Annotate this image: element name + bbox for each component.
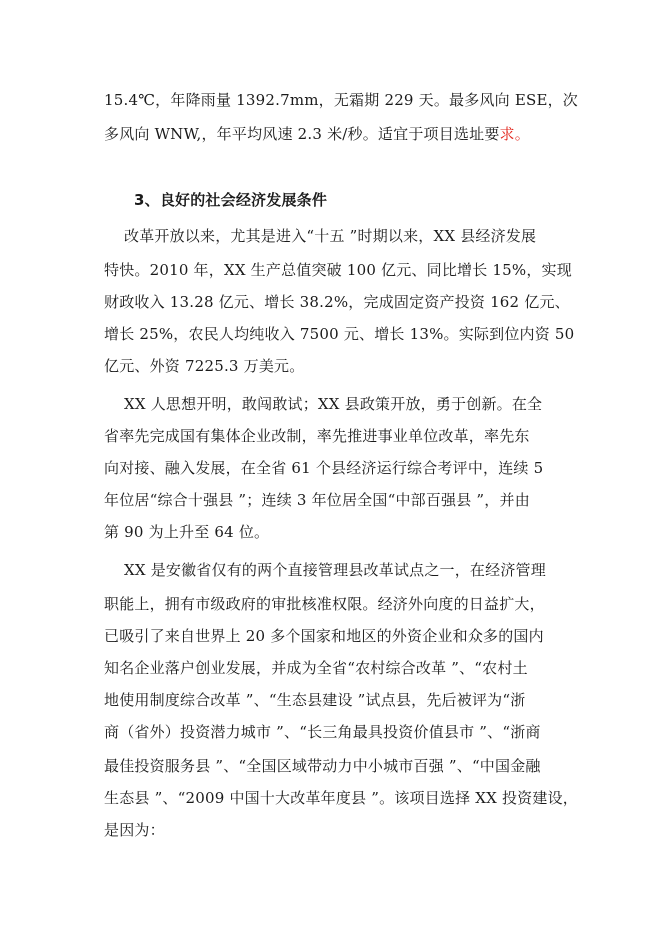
paragraph-1-line: 亿元、外资 7225.3 万美元。 xyxy=(104,357,305,375)
paragraph-3-line: 知名企业落户创业发展，并成为全省“农村综合改革 ”、“农村土 xyxy=(104,659,528,677)
paragraph-2-line: 向对接、融入发展，在全省 61 个县经济运行综合考评中，连续 5 xyxy=(104,459,544,477)
highlighted-text: 求。 xyxy=(499,125,530,143)
climate-line-1: 15.4℃，年降雨量 1392.7mm，无霜期 229 天。最多风向 ESE，次 xyxy=(104,91,578,109)
paragraph-1-line: 改革开放以来，尤其是进入“十五 ”时期以来，XX 县经济发展 xyxy=(124,227,537,245)
paragraph-1-line: 增长 25%，农民人均纯收入 7500 元、增长 13%。实际到位内资 50 xyxy=(104,325,575,343)
climate-line-2: 多风向 WNW,，年平均风速 2.3 米/秒。适宜于项目选址要 xyxy=(104,125,500,143)
paragraph-3-line: 已吸引了来自世界上 20 多个国家和地区的外资企业和众多的国内 xyxy=(104,627,544,645)
paragraph-2-line: XX 人思想开明，敢闯敢试；XX 县政策开放，勇于创新。在全 xyxy=(124,395,543,413)
paragraph-2-line: 年位居“综合十强县 ”；连续 3 年位居全国“中部百强县 ”，并由 xyxy=(104,491,530,509)
paragraph-1-line: 财政收入 13.28 亿元、增长 38.2%，完成固定资产投资 162 亿元、 xyxy=(104,293,570,311)
paragraph-1-line: 特快。2010 年，XX 生产总值突破 100 亿元、同比增长 15%，实现 xyxy=(104,261,572,279)
paragraph-3-line: 是因为： xyxy=(104,821,165,839)
paragraph-2-line: 第 90 为上升至 64 位。 xyxy=(104,523,270,541)
text-line xyxy=(104,90,578,110)
paragraph-3-line: 地使用制度综合改革 ”、“生态县建设 ”试点县，先后被评为“浙 xyxy=(104,691,526,709)
paragraph-3-line: 商（省外）投资潜力城市 ”、“长三角最具投资价值县市 ”、“浙商 xyxy=(104,723,541,741)
paragraph-3-line: XX 是安徽省仅有的两个直接管理县改革试点之一，在经济管理 xyxy=(124,561,546,579)
paragraph-3-line: 最佳投资服务县 ”、“全国区域带动力中小城市百强 ”、“中国金融 xyxy=(104,757,541,775)
paragraph-3-line: 生态县 ”、“2009 中国十大改革年度县 ”。该项目选择 XX 投资建设， xyxy=(104,789,578,807)
paragraph-3-line: 职能上，拥有市级政府的审批核准权限。经济外向度的日益扩大， xyxy=(104,595,545,613)
text-line xyxy=(104,124,564,144)
section-heading: 3、良好的社会经济发展条件 xyxy=(134,191,328,209)
paragraph-2-line: 省率先完成国有集体企业改制，率先推进事业单位改革，率先东 xyxy=(104,427,530,445)
